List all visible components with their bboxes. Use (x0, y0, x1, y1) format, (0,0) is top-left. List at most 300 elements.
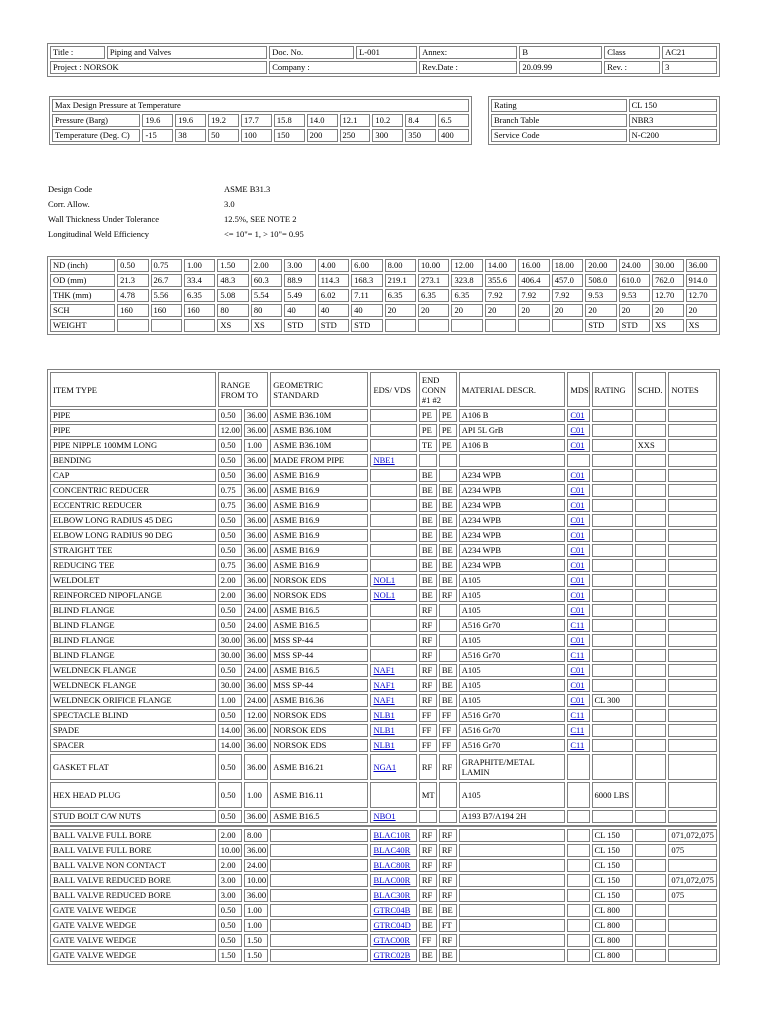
range-from-cell: 0.50 (218, 439, 242, 452)
size-cell (418, 319, 449, 332)
eds-vds-link[interactable]: GTRC02B (373, 950, 411, 960)
range-from-cell: 0.50 (218, 409, 242, 422)
range-from-cell: 2.00 (218, 829, 242, 842)
table-row (50, 810, 717, 823)
range-from-cell: 0.50 (218, 904, 242, 917)
table-row (50, 829, 717, 842)
schd-cell (635, 949, 667, 962)
eds-vds-link[interactable]: BLAC10R (373, 830, 411, 840)
rating-cell (592, 634, 633, 647)
geometric-standard-cell: ASME B16.9 (270, 559, 368, 572)
mds-link[interactable]: C11 (570, 725, 585, 735)
eds-vds-cell[interactable] (370, 810, 416, 823)
mds-link[interactable]: C01 (570, 695, 585, 705)
mds-link[interactable]: C01 (570, 545, 585, 555)
range-to-cell: 36.00 (244, 559, 268, 572)
rev-value: 3 (662, 61, 717, 74)
end-conn-2-cell (439, 604, 457, 617)
mds-cell[interactable] (567, 604, 589, 617)
size-row-label: ND (inch) (50, 259, 115, 272)
eds-vds-cell[interactable] (370, 754, 416, 780)
schd-cell (635, 889, 667, 902)
eds-vds-link[interactable]: GTAC00R (373, 935, 411, 945)
size-cell: 2.00 (251, 259, 282, 272)
rating-cell (592, 679, 633, 692)
mds-cell[interactable] (567, 679, 589, 692)
geometric-standard-cell: NORSOK EDS (270, 739, 368, 752)
geometric-standard-cell (270, 919, 368, 932)
item-type-cell: SPADE (50, 724, 216, 737)
notes-cell (668, 514, 717, 527)
range-to-cell: 36.00 (244, 754, 268, 780)
eds-vds-link[interactable]: NBO1 (373, 811, 396, 821)
schd-cell (635, 919, 667, 932)
doc-no-value: L-001 (356, 46, 417, 59)
notes-cell (668, 589, 717, 602)
range-from-cell: 0.50 (218, 619, 242, 632)
mds-cell (567, 810, 589, 823)
end-conn-1-cell: RF (419, 634, 437, 647)
size-cell: 160 (184, 304, 215, 317)
mds-link[interactable]: C01 (570, 635, 585, 645)
material-descr-cell (459, 874, 566, 887)
eds-vds-link[interactable]: NBE1 (373, 455, 395, 465)
range-to-cell: 36.00 (244, 844, 268, 857)
temperature-value: -15 (142, 129, 173, 142)
end-conn-1-cell: RF (419, 604, 437, 617)
eds-vds-cell[interactable] (370, 694, 416, 707)
eds-vds-cell[interactable] (370, 949, 416, 962)
eds-vds-cell[interactable] (370, 454, 416, 467)
range-from-cell: 0.75 (218, 499, 242, 512)
col-end-conn: END CONN #1 #2 (419, 372, 457, 407)
eds-vds-link[interactable]: BLAC30R (373, 890, 411, 900)
size-cell: 5.56 (151, 289, 182, 302)
eds-vds-link[interactable]: BLAC00R (373, 875, 411, 885)
end-conn-1-cell: BE (419, 574, 437, 587)
end-conn-1-cell: FF (419, 709, 437, 722)
size-row-label: OD (mm) (50, 274, 115, 287)
eds-vds-link[interactable]: BLAC80R (373, 860, 411, 870)
notes-cell (668, 559, 717, 572)
mds-link[interactable]: C01 (570, 605, 585, 615)
geometric-standard-cell: ASME B16.9 (270, 469, 368, 482)
eds-vds-cell[interactable] (370, 889, 416, 902)
material-descr-cell: A234 WPB (459, 544, 566, 557)
end-conn-2-cell: BE (439, 499, 457, 512)
eds-vds-link[interactable]: NAF1 (373, 695, 395, 705)
geometric-standard-cell: ASME B16.9 (270, 499, 368, 512)
size-cell: 20 (518, 304, 549, 317)
project-label: Project : NORSOK (50, 61, 267, 74)
geometric-standard-cell: ASME B16.9 (270, 484, 368, 497)
table-row (50, 574, 717, 587)
eds-vds-link[interactable]: NLB1 (373, 740, 395, 750)
eds-vds-link[interactable]: NAF1 (373, 665, 395, 675)
geometric-standard-cell: NORSOK EDS (270, 589, 368, 602)
notes-cell: 075 (668, 844, 717, 857)
eds-vds-link[interactable]: BLAC40R (373, 845, 411, 855)
mds-cell[interactable] (567, 694, 589, 707)
mds-link[interactable]: C01 (570, 440, 585, 450)
size-cell: 406.4 (518, 274, 549, 287)
end-conn-2-cell: BE (439, 679, 457, 692)
end-conn-1-cell: BE (419, 904, 437, 917)
schd-cell (635, 904, 667, 917)
eds-vds-cell (370, 424, 416, 437)
size-cell: 914.0 (686, 274, 717, 287)
size-cell: 60.3 (251, 274, 282, 287)
eds-vds-cell (370, 514, 416, 527)
mds-link[interactable]: C01 (570, 500, 585, 510)
material-descr-cell (459, 949, 566, 962)
notes-cell (668, 634, 717, 647)
item-type-cell: ECCENTRIC REDUCER (50, 499, 216, 512)
size-cell: 12.70 (652, 289, 683, 302)
mds-cell[interactable] (567, 409, 589, 422)
range-to-cell: 36.00 (244, 724, 268, 737)
item-type-cell: SPACER (50, 739, 216, 752)
mds-link[interactable]: C11 (570, 710, 585, 720)
rating-cell: CL 150 (592, 844, 633, 857)
size-cell: 9.53 (585, 289, 616, 302)
geometric-standard-cell: ASME B16.9 (270, 544, 368, 557)
eds-vds-link[interactable]: NAF1 (373, 680, 395, 690)
eds-vds-link[interactable]: GTRC04B (373, 905, 411, 915)
rating-cell: CL 800 (592, 949, 633, 962)
eds-vds-cell[interactable] (370, 829, 416, 842)
schd-cell (635, 424, 667, 437)
eds-vds-cell[interactable] (370, 859, 416, 872)
notes-cell (668, 739, 717, 752)
material-descr-cell: A105 (459, 574, 566, 587)
col-mds: MDS (567, 372, 589, 407)
range-to-cell: 36.00 (244, 634, 268, 647)
mds-link[interactable]: C01 (570, 485, 585, 495)
notes-cell (668, 664, 717, 677)
material-descr-cell (459, 844, 566, 857)
temperature-value: 50 (208, 129, 239, 142)
end-conn-2-cell: RF (439, 874, 457, 887)
item-type-cell: GATE VALVE WEDGE (50, 919, 216, 932)
eds-vds-cell[interactable] (370, 874, 416, 887)
pressure-value: 12.1 (340, 114, 371, 127)
eds-vds-cell[interactable] (370, 709, 416, 722)
pressure-value: 14.0 (307, 114, 338, 127)
temperature-value: 150 (274, 129, 305, 142)
eds-vds-link[interactable]: NOL1 (373, 575, 396, 585)
mds-cell[interactable] (567, 559, 589, 572)
eds-vds-cell (370, 604, 416, 617)
temperature-value: 100 (241, 129, 272, 142)
size-cell: 6.35 (184, 289, 215, 302)
table-row (50, 889, 717, 902)
notes-cell (668, 709, 717, 722)
material-descr-cell: A105 (459, 634, 566, 647)
eds-vds-link[interactable]: GTRC04D (373, 920, 411, 930)
range-from-cell: 0.50 (218, 529, 242, 542)
table-row (50, 844, 717, 857)
notes-cell (668, 782, 717, 808)
size-cell: 12.00 (451, 259, 482, 272)
schd-cell (635, 782, 667, 808)
table-row (50, 679, 717, 692)
end-conn-2-cell: RF (439, 844, 457, 857)
end-conn-2-cell: BE (439, 664, 457, 677)
mds-cell[interactable] (567, 499, 589, 512)
geometric-standard-cell: NORSOK EDS (270, 724, 368, 737)
end-conn-1-cell: BE (419, 529, 437, 542)
geometric-standard-cell: ASME B16.5 (270, 810, 368, 823)
mds-cell[interactable] (567, 634, 589, 647)
geometric-standard-cell (270, 844, 368, 857)
size-cell (184, 319, 215, 332)
schd-cell (635, 754, 667, 780)
mds-cell[interactable] (567, 439, 589, 452)
temperature-value: 350 (405, 129, 436, 142)
item-type-cell: HEX HEAD PLUG (50, 782, 216, 808)
mds-cell (567, 889, 589, 902)
size-row-label: WEIGHT (50, 319, 115, 332)
end-conn-2-cell: BE (439, 574, 457, 587)
end-conn-2-cell (439, 782, 457, 808)
size-cell: 6.35 (451, 289, 482, 302)
range-to-cell: 24.00 (244, 604, 268, 617)
schd-cell (635, 634, 667, 647)
eds-vds-cell[interactable] (370, 724, 416, 737)
mds-cell[interactable] (567, 484, 589, 497)
range-from-cell: 12.00 (218, 424, 242, 437)
table-row (50, 934, 717, 947)
eds-vds-cell (370, 469, 416, 482)
material-descr-cell: A234 WPB (459, 529, 566, 542)
end-conn-1-cell: PE (419, 424, 437, 437)
mds-cell[interactable] (567, 739, 589, 752)
mds-cell (567, 904, 589, 917)
range-to-cell: 24.00 (244, 694, 268, 707)
mds-link[interactable]: C11 (570, 740, 585, 750)
eds-vds-cell[interactable] (370, 904, 416, 917)
eds-vds-cell[interactable] (370, 679, 416, 692)
end-conn-1-cell: RF (419, 859, 437, 872)
size-cell: 48.3 (217, 274, 248, 287)
size-cell: 24.00 (619, 259, 650, 272)
item-type-cell: BLIND FLANGE (50, 649, 216, 662)
range-to-cell: 1.00 (244, 439, 268, 452)
end-conn-2-cell: BE (439, 559, 457, 572)
table-row (50, 559, 717, 572)
range-to-cell: 36.00 (244, 454, 268, 467)
schd-cell: XXS (635, 439, 667, 452)
end-conn-1-cell (419, 810, 437, 823)
size-cell: 20 (652, 304, 683, 317)
doc-no-label: Doc. No. (269, 46, 354, 59)
mds-cell[interactable] (567, 544, 589, 557)
eds-vds-cell (370, 484, 416, 497)
schd-cell (635, 694, 667, 707)
mds-cell[interactable] (567, 724, 589, 737)
eds-vds-link[interactable]: NLB1 (373, 725, 395, 735)
mds-cell[interactable] (567, 664, 589, 677)
notes-cell (668, 484, 717, 497)
range-to-cell: 24.00 (244, 664, 268, 677)
rating-cell (592, 469, 633, 482)
size-cell: 12.70 (686, 289, 717, 302)
range-from-cell: 0.50 (218, 664, 242, 677)
mds-cell (567, 934, 589, 947)
range-from-cell: 3.00 (218, 889, 242, 902)
range-from-cell: 0.50 (218, 709, 242, 722)
end-conn-1-cell: BE (419, 544, 437, 557)
schd-cell (635, 934, 667, 947)
rating-label: Rating (491, 99, 627, 112)
size-cell: 80 (217, 304, 248, 317)
geometric-standard-cell: ASME B16.5 (270, 604, 368, 617)
item-type-cell: CAP (50, 469, 216, 482)
rating-cell (592, 604, 633, 617)
temperature-value: 300 (372, 129, 403, 142)
table-row (50, 529, 717, 542)
end-conn-2-cell: FF (439, 739, 457, 752)
rating-cell (592, 589, 633, 602)
range-to-cell: 36.00 (244, 529, 268, 542)
notes-cell (668, 934, 717, 947)
range-to-cell: 36.00 (244, 810, 268, 823)
rating-cell (592, 424, 633, 437)
material-descr-cell: A105 (459, 782, 566, 808)
eds-vds-cell[interactable] (370, 574, 416, 587)
range-from-cell: 1.50 (218, 949, 242, 962)
pipe-sizes-table (47, 256, 720, 335)
col-geometric-standard: GEOMETRIC STANDARD (270, 372, 368, 407)
item-type-cell: BLIND FLANGE (50, 604, 216, 617)
table-row (50, 484, 717, 497)
geometric-standard-cell: ASME B16.36 (270, 694, 368, 707)
size-row (50, 289, 717, 302)
eds-vds-link[interactable]: NLB1 (373, 710, 395, 720)
eds-vds-link[interactable]: NOL1 (373, 590, 396, 600)
mds-link[interactable]: C01 (570, 665, 585, 675)
size-cell: 1.50 (217, 259, 248, 272)
eds-vds-cell[interactable] (370, 844, 416, 857)
mds-cell[interactable] (567, 619, 589, 632)
size-cell: 20 (485, 304, 516, 317)
eds-vds-cell[interactable] (370, 934, 416, 947)
end-conn-2-cell: BE (439, 544, 457, 557)
size-cell: 1.00 (184, 259, 215, 272)
material-descr-cell: A106 B (459, 409, 566, 422)
eds-vds-link[interactable]: NGA1 (373, 762, 397, 772)
rating-cell: CL 150 (592, 829, 633, 842)
pressure-value: 15.8 (274, 114, 305, 127)
rating-cell (592, 739, 633, 752)
end-conn-2-cell: FF (439, 724, 457, 737)
mds-link[interactable]: C01 (570, 530, 585, 540)
schd-cell (635, 679, 667, 692)
material-descr-cell: A234 WPB (459, 514, 566, 527)
item-type-cell: BLIND FLANGE (50, 634, 216, 647)
notes-cell (668, 439, 717, 452)
size-cell: 323.8 (451, 274, 482, 287)
end-conn-2-cell: PE (439, 424, 457, 437)
eds-vds-cell[interactable] (370, 739, 416, 752)
temperature-value: 38 (175, 129, 206, 142)
mds-link[interactable]: C01 (570, 410, 585, 420)
end-conn-2-cell: FF (439, 709, 457, 722)
notes-cell (668, 604, 717, 617)
table-row (50, 709, 717, 722)
range-from-cell: 0.50 (218, 810, 242, 823)
mds-link[interactable]: C01 (570, 515, 585, 525)
end-conn-1-cell: BE (419, 589, 437, 602)
material-descr-cell: A234 WPB (459, 469, 566, 482)
range-to-cell: 24.00 (244, 859, 268, 872)
size-cell: STD (284, 319, 315, 332)
mds-link[interactable]: C01 (570, 575, 585, 585)
table-row (50, 904, 717, 917)
mds-cell[interactable] (567, 589, 589, 602)
notes-cell (668, 649, 717, 662)
material-descr-cell: A516 Gr70 (459, 649, 566, 662)
mds-link[interactable]: C01 (570, 590, 585, 600)
geometric-standard-cell: MSS SP-44 (270, 634, 368, 647)
end-conn-2-cell: BE (439, 694, 457, 707)
mds-cell[interactable] (567, 469, 589, 482)
mds-cell[interactable] (567, 514, 589, 527)
mds-cell[interactable] (567, 424, 589, 437)
pressure-value: 19.6 (175, 114, 206, 127)
schd-cell (635, 499, 667, 512)
rating-cell (592, 619, 633, 632)
mds-link[interactable]: C01 (570, 560, 585, 570)
table-row (50, 604, 717, 617)
schd-cell (635, 529, 667, 542)
size-cell (451, 319, 482, 332)
eds-vds-cell (370, 499, 416, 512)
size-cell: 20 (686, 304, 717, 317)
mds-link[interactable]: C11 (570, 650, 585, 660)
mds-cell[interactable] (567, 574, 589, 587)
geometric-standard-cell: ASME B36.10M (270, 424, 368, 437)
mds-link[interactable]: C01 (570, 425, 585, 435)
geometric-standard-cell (270, 829, 368, 842)
material-descr-cell: A516 Gr70 (459, 739, 566, 752)
mds-link[interactable]: C11 (570, 620, 585, 630)
table-row (50, 919, 717, 932)
mds-cell[interactable] (567, 649, 589, 662)
geometric-standard-cell: ASME B16.5 (270, 619, 368, 632)
eds-vds-cell (370, 619, 416, 632)
eds-vds-cell (370, 409, 416, 422)
mds-cell[interactable] (567, 529, 589, 542)
eds-vds-cell[interactable] (370, 589, 416, 602)
size-cell: 355.6 (485, 274, 516, 287)
end-conn-1-cell: RF (419, 619, 437, 632)
range-to-cell: 36.00 (244, 739, 268, 752)
mds-cell[interactable] (567, 709, 589, 722)
rating-table (488, 96, 720, 145)
size-cell: 88.9 (284, 274, 315, 287)
eds-vds-cell[interactable] (370, 919, 416, 932)
item-type-cell: ELBOW LONG RADIUS 90 DEG (50, 529, 216, 542)
schd-cell (635, 574, 667, 587)
mds-link[interactable]: C01 (570, 680, 585, 690)
schd-cell (635, 484, 667, 497)
eds-vds-cell[interactable] (370, 664, 416, 677)
notes-cell (668, 679, 717, 692)
mds-link[interactable]: C01 (570, 470, 585, 480)
size-cell: XS (652, 319, 683, 332)
